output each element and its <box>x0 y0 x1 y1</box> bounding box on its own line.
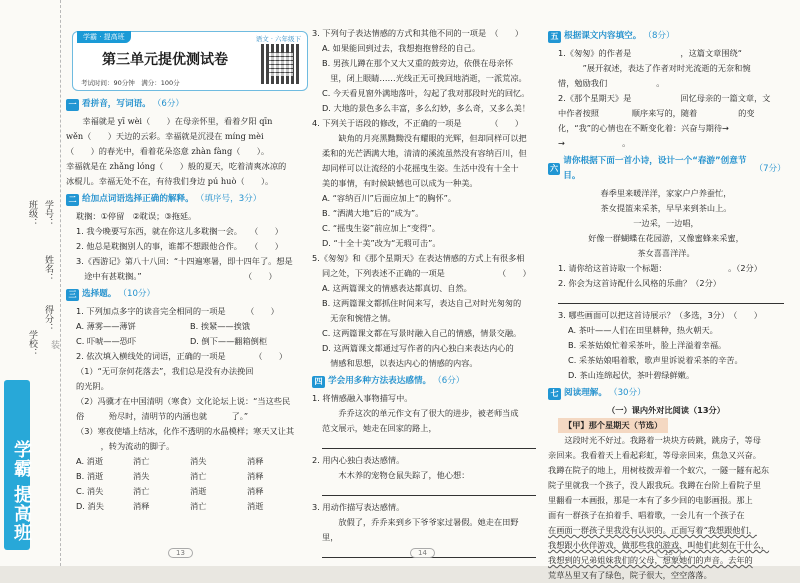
section-7-heading: 七 阅读理解。 （30分） <box>548 386 784 401</box>
exam-info: 考试时间：90分钟 满分：100分 <box>81 79 180 87</box>
question-item: 同之处，下列表述不正确的一项是 （ ） <box>322 268 531 278</box>
question-item: 2. 他总是耽搁别人的事，谁都不想跟他合作。 （ ） <box>76 241 283 251</box>
option[interactable]: C. “摇曳生姿”前应加上“变得”。 <box>322 223 440 233</box>
poem-line: 一边采，一边唱， <box>633 218 699 228</box>
question-text: 放假了，乔乔来到乡下爷爷家过暑假。她走在田野 <box>322 517 519 527</box>
passage-line: 面有一群孩子在拍着手、唱着歌，一会儿有一个孩子在 <box>548 510 745 520</box>
option[interactable]: B. 男孩儿蹲在那个又大又重的鼓旁边，依偎在母亲怀 <box>322 58 513 68</box>
option[interactable]: A. “容纳百川”后面应加上“的胸怀”。 <box>322 193 457 203</box>
pinyin-line: 冰棍儿。幸福无处不在，有待我们身边 pú huò（ ）。 <box>66 176 274 186</box>
question-line: （3）寒夜使墙上结冰，化作不透明的水晶模样；寒天又让其 <box>76 426 295 436</box>
subject-label: 语文 · 六年级下 <box>255 35 301 43</box>
section-6-heading: 六 请你根据下面一首小诗，设计一个“春游”创意节目。 （7分） <box>548 154 784 184</box>
school-label: 学校： <box>27 330 37 357</box>
question-line: ，转为流动的脚子。 <box>76 441 175 451</box>
section-3-heading: 三 选择题。 （10分） <box>66 287 304 302</box>
question-line: （2）冯骥才在中国清明（寒食）文化论坛上说：“当这些民 <box>76 396 291 406</box>
option[interactable]: B. 挨紧——挨饿 <box>190 321 250 331</box>
section-4-heading: 四 学会用多种方法表达感情。 （6分） <box>312 374 536 389</box>
pinyin-line: wěn（ ）天边的云彩。幸福就是沉浸在 míng mèi <box>66 131 264 141</box>
fold-mark: 装 <box>49 340 59 349</box>
question-text: 范文展示，她走在回家的路上， <box>322 423 437 433</box>
option[interactable]: D. “十全十美”改为“无瑕可击”。 <box>322 238 441 248</box>
question-item: 2. 你会为这首诗配什么风格的乐曲？（2分） <box>558 278 721 288</box>
pinyin-line: （ ）的春光中，看着花朵恣意 zhàn fàng（ ）。 <box>66 146 270 156</box>
option[interactable]: C. 吓唬——恐吓 <box>76 336 137 346</box>
question-text: 里， <box>322 532 339 542</box>
question-text: 木木养的宠物仓鼠失踪了，他心想： <box>322 470 470 480</box>
fill-line: 2.《那个星期天》是 回忆母亲的一篇文章，文 <box>558 93 771 103</box>
option[interactable]: 情感和思想，以表达内心的情感的内容。 <box>322 358 478 368</box>
name-label: 姓名： <box>43 255 53 282</box>
question-line: （1）“无可奈何花落去”，我们总是没有办法挽回 <box>76 366 254 376</box>
section-2-heading: 二 给加点词语选择正确的解释。 （填序号，3分） <box>66 192 304 207</box>
option[interactable]: D. 大地的景色多么丰富，多么幻妙，多么奇，又多么美！ <box>322 103 531 113</box>
qr-code-icon <box>261 44 301 84</box>
option[interactable]: A. 薄雾——薄饼 <box>76 321 136 331</box>
question-item: 2. 用内心独白表达感情。 <box>312 455 405 465</box>
answer-line[interactable] <box>558 293 784 304</box>
option[interactable]: B. “洒满大地”后的“成为”。 <box>322 208 424 218</box>
question-item: 1. 请你给这首诗取一个标题： 。（2分） <box>558 263 762 273</box>
fill-line: → 。 <box>558 138 631 148</box>
passage-title: 【甲】那个星期天（节选） <box>558 418 668 433</box>
option[interactable]: D. 这两篇课文都通过写作者的内心独白来表达内心的 <box>322 343 514 353</box>
brand-tag: 学霸 · 提高班 <box>77 31 131 43</box>
passage-line: 美的事情，有时候缺憾也可以成为一种美。 <box>322 178 478 188</box>
binding-margin <box>0 0 61 566</box>
poem-line: 春季里来暖洋洋，家家户户养蚕忙， <box>600 188 732 198</box>
poem-line: 茶女喜喜洋洋。 <box>637 248 695 258</box>
answer-line[interactable] <box>322 485 536 496</box>
poem-line: 好像一群蝴蝶在花园游，又像蜜蜂来采蜜， <box>588 233 744 243</box>
passage-line: 却同样可以让流经的小花摇曳生姿。生活中没有十全十 <box>322 163 519 173</box>
question-item: 1. 将情感融入事物描写中。 <box>312 393 413 403</box>
question-item: 3. 下列句子表达情感的方式和其他不同的一项是 （ ） <box>312 28 524 38</box>
passage-line: 里翻看一本画报，那是一本有了多少回的电影画报。那上 <box>548 495 753 505</box>
definition-text: 耽搁：①停留 ②耽误；③拖延。 <box>76 211 197 221</box>
answer-line[interactable] <box>322 438 536 449</box>
fill-line: 1.《匆匆》的作者是 ，这篇文章围绕“ <box>558 48 742 58</box>
options-row-b[interactable]: B. 消逝 消失 消亡 消释 <box>76 471 264 481</box>
passage-line: 这段时光不好过。我路着一块块方砖跳，跳房子，等母 <box>548 435 761 445</box>
question-item: 1. 我今晚要写东西，就在你这儿多耽搁一会。 （ ） <box>76 226 283 236</box>
passage-line: 亲回来。我看着天上看起彩虹，等母亲回来，焦急又兴奋。 <box>548 450 761 460</box>
question-text: 乔乔这次的单元作文有了很大的进步，被老师当成 <box>322 408 519 418</box>
student-id-label: 学号： <box>43 200 53 227</box>
passage-line: 柔和的光芒洒满大地，清清的溪流虽然没有容纳百川，但 <box>322 148 527 158</box>
section-5-heading: 五 根据课文内容填空。 （8分） <box>548 29 784 44</box>
question-item: 5.《匆匆》和《那个星期天》在表达情感的方式上有很多相 <box>312 253 525 263</box>
page-number: 15 <box>656 548 681 558</box>
class-label: 班级： <box>27 200 37 227</box>
section-1-heading: 一 看拼音，写词语。 （6分） <box>66 97 304 112</box>
passage-line: 我想到的兄弟姐妹我们的父母，想象她们的声音。去年的 <box>548 555 753 565</box>
option[interactable]: C. 今天看見窗外满地落叶，勾起了我对那段时光的回忆。 <box>322 88 530 98</box>
passage-line: 我想跟小伙伴游戏，做那些我的游戏、叫他们此刻在干什么， <box>548 540 770 550</box>
page-number: 13 <box>168 548 193 558</box>
option[interactable]: A. 如果能回到过去，我想抱抱曾经的自己。 <box>322 43 481 53</box>
question-line: 俗 殆尽时，清明节的内涵也就 了。” <box>76 411 249 421</box>
question-item: 4. 下列关于语段的修改，不正确的一项是 （ ） <box>312 118 524 128</box>
question-line: 的光阴。 <box>76 381 109 391</box>
options-row-c[interactable]: C. 消失 消亡 消逝 消释 <box>76 486 264 496</box>
fill-line: 惜，勉励我们 。 <box>558 78 665 88</box>
column-3 <box>548 26 784 583</box>
option[interactable]: B. 采茶姑娘忙着采茶叶，脸上洋溢着幸福。 <box>568 340 727 350</box>
score-label: 得分： <box>43 305 53 332</box>
option[interactable]: D. 茶山连绵起伏，茶叶碧绿鲜嫩。 <box>568 370 695 380</box>
options-row-a[interactable]: A. 消逝 消亡 消失 消释 <box>76 456 264 466</box>
page-number: 14 <box>410 548 435 558</box>
question-item: 途中有甚耽搁。” （ ） <box>76 271 277 281</box>
question-item: 3.《西游记》第八十八回：“十四遍寒暑，即十四年了。想是 <box>76 256 293 266</box>
option[interactable]: C. 这两篇课文都在写景时融入自己的情感，情景交融。 <box>322 328 522 338</box>
option[interactable]: 里，闭上眼睛……光线正无可挽回地消逝，一派荒凉。 <box>322 73 527 83</box>
question-item: 1. 下列加点多字的读音完全相同的一项是 （ ） <box>76 306 279 316</box>
option[interactable]: A. 茶叶——人们在田里耕种，热火朝天。 <box>568 325 718 335</box>
option[interactable]: 无奈和惋惜之情。 <box>322 313 396 323</box>
option[interactable]: A. 这两篇课文的情感表达都真切、自然。 <box>322 283 472 293</box>
column-2 <box>312 26 536 562</box>
passage-line: 院子里就我一个孩子，没人跟我玩。我蹲在台阶上看院子里 <box>548 480 761 490</box>
pinyin-line: 幸福就是 yī wèi（ ）在母亲怀里，看着夕阳 qīn <box>66 116 273 126</box>
question-item: 3. 哪些画面可以把这首诗展示？（多选，3分） （ ） <box>558 310 762 320</box>
options-row-d[interactable]: D. 消失 消释 消亡 消逝 <box>76 501 264 511</box>
subsection-title: （一）课内外对比阅读（13分） <box>607 405 725 415</box>
passage-line: 缺角的月亮黑黝黝没有耀眼的光辉，但却同样可以把 <box>322 133 527 143</box>
option[interactable]: C. 采茶姑娘唱着歌，歌声里诉说着采茶的辛苦。 <box>568 355 743 365</box>
page-title: 第三单元提优测试卷 <box>102 52 228 68</box>
column-1 <box>66 94 304 514</box>
option[interactable]: B. 这两篇课文都抓住时间来写，表达自己对时光匆匆的 <box>322 298 522 308</box>
passage-line: 荒草丛里又有了绿色，院子很大，空空落落。 <box>548 570 712 580</box>
passage-line: 我蹲在院子的地上，用树枝拨弄着一个蚁穴，一隧一隧有起东 <box>548 465 770 475</box>
question-item: 2. 依次填入横线处的词语，正确的一项是 （ ） <box>76 351 288 361</box>
pinyin-line: 幸福就是在 zhǎng lóng（ ）般的夏天，吃着清爽冰凉的 <box>66 161 287 171</box>
brand-logo: 学霸 提高班 <box>4 380 30 550</box>
passage-line: 在画面一群孩子里我没有认识的。正面写着“我想跟他们， <box>548 525 757 535</box>
poem-line: 茶女提篮来采茶，早早来到茶山上。 <box>600 203 732 213</box>
question-item: 3. 用动作描写表达感情。 <box>312 502 405 512</box>
fill-line: 中作者按照 顺序来写的，随着 的变 <box>558 108 755 118</box>
option[interactable]: D. 倒下——翻箱倒柜 <box>190 336 268 346</box>
header-box <box>72 31 308 91</box>
options-grid <box>66 319 304 349</box>
fill-line: 化，“我”的心情也在不断变化着：兴奋与期待→ <box>558 123 729 133</box>
fill-line: ”展开叙述，表达了作者对时光流逝的无奈和惋 <box>558 63 751 73</box>
